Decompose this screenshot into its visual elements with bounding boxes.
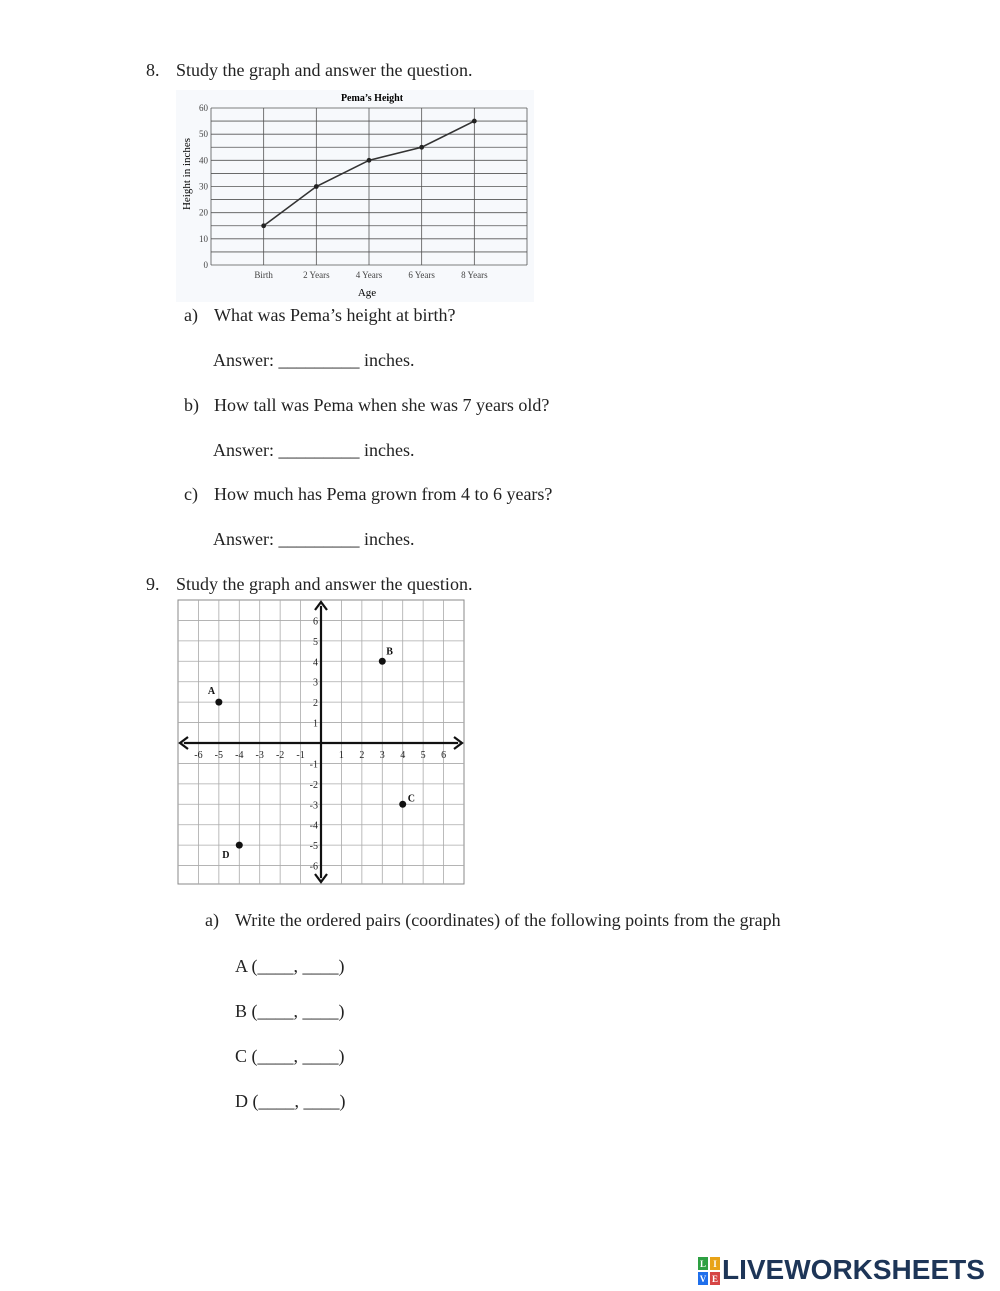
y-tick-label: -2	[309, 779, 318, 791]
y-tick-label: 0	[203, 260, 208, 270]
data-point	[367, 158, 372, 163]
y-axis-label: Height in inches	[181, 137, 193, 211]
sub-label: a)	[205, 910, 219, 930]
coordinate-plane	[176, 598, 468, 888]
sub-text: How much has Pema grown from 4 to 6 years?	[214, 484, 553, 504]
point-c	[399, 801, 406, 808]
point-label-b: B	[386, 646, 393, 658]
y-tick-label: -5	[309, 841, 318, 853]
height-line-chart	[176, 90, 534, 302]
x-tick-label: 6 Years	[408, 270, 435, 280]
y-tick-label: 60	[199, 103, 208, 113]
y-tick-label: 30	[199, 181, 208, 192]
x-tick-label: -3	[255, 750, 264, 761]
sub-text: Write the ordered pairs (coordinates) of the following points from the graph	[235, 910, 781, 930]
sub-text: How tall was Pema when she was 7 years old?	[214, 395, 550, 415]
y-tick-label: 4	[313, 657, 318, 669]
y-tick-label: 40	[199, 155, 208, 166]
data-point	[472, 119, 477, 124]
svg-text:L: L	[699, 1259, 707, 1269]
chart-title: Pema’s Height	[340, 93, 404, 104]
y-tick-label: -1	[309, 759, 318, 771]
point-d	[236, 842, 243, 849]
x-tick-label: 8 Years	[461, 270, 488, 280]
q8-sub-b	[184, 395, 549, 416]
question-number: 9.	[146, 574, 160, 594]
q8-answer-b: Answer: _________ inches.	[213, 440, 415, 460]
x-tick-label: 4	[400, 750, 406, 761]
data-point	[261, 223, 266, 228]
data-point	[314, 184, 319, 189]
pair-b: B (____, ____)	[235, 1001, 345, 1021]
x-tick-label: 4 Years	[355, 270, 383, 280]
x-tick-label: -5	[214, 750, 224, 761]
x-tick-label: 3	[379, 750, 385, 761]
x-tick-label: -4	[235, 750, 244, 761]
y-tick-label: 6	[313, 616, 318, 628]
point-label-a: A	[207, 686, 216, 698]
pair-a: A (____, ____)	[235, 956, 345, 976]
svg-text:E: E	[711, 1274, 719, 1284]
sub-label: b)	[184, 395, 199, 415]
q8-answer-c: Answer: _________ inches.	[213, 529, 415, 549]
x-tick-label: 2 Years	[303, 270, 330, 280]
q9-sub-a	[205, 910, 781, 931]
question-8	[146, 60, 472, 81]
point-a	[215, 699, 222, 706]
x-tick-label: 5	[420, 750, 426, 761]
y-tick-label: 20	[199, 207, 208, 218]
question-9	[146, 574, 472, 595]
q8-sub-c	[184, 484, 552, 505]
data-point	[419, 145, 424, 150]
logo-text: LIVEWORKSHEETS	[722, 1254, 985, 1285]
x-tick-label: 6	[441, 750, 447, 761]
y-tick-label: 50	[199, 129, 208, 140]
question-text: Study the graph and answer the question.	[176, 574, 473, 594]
sub-label: a)	[184, 305, 198, 325]
y-tick-label: 5	[313, 636, 318, 648]
y-tick-label: -3	[309, 800, 318, 812]
y-tick-label: -6	[309, 861, 318, 873]
sub-label: c)	[184, 484, 198, 504]
x-tick-label: -6	[194, 750, 203, 761]
x-tick-label: 2	[359, 750, 365, 761]
x-tick-label: 1	[338, 750, 344, 761]
x-tick-label: -1	[296, 750, 305, 761]
sub-text: What was Pema’s height at birth?	[214, 305, 456, 325]
logo-blocks-icon	[698, 1257, 720, 1285]
x-tick-label: -2	[275, 750, 285, 761]
svg-text:V: V	[699, 1274, 707, 1284]
question-text: Study the graph and answer the question.	[176, 60, 473, 80]
point-label-c: C	[407, 793, 415, 805]
y-tick-label: -4	[309, 820, 318, 832]
y-tick-label: 3	[313, 677, 318, 689]
pair-c: C (____, ____)	[235, 1046, 345, 1066]
svg-text:I: I	[713, 1259, 717, 1269]
point-b	[379, 658, 386, 665]
liveworksheets-logo	[698, 1254, 994, 1288]
q8-sub-a	[184, 305, 455, 326]
pair-d: D (____, ____)	[235, 1091, 346, 1111]
y-tick-label: 1	[313, 718, 318, 730]
x-tick-label: Birth	[254, 270, 273, 280]
q8-answer-a: Answer: _________ inches.	[213, 350, 415, 370]
point-label-d: D	[222, 850, 230, 862]
x-axis-label: Age	[357, 287, 377, 299]
y-tick-label: 2	[313, 698, 318, 710]
question-number: 8.	[146, 60, 160, 80]
y-tick-label: 10	[199, 233, 208, 244]
